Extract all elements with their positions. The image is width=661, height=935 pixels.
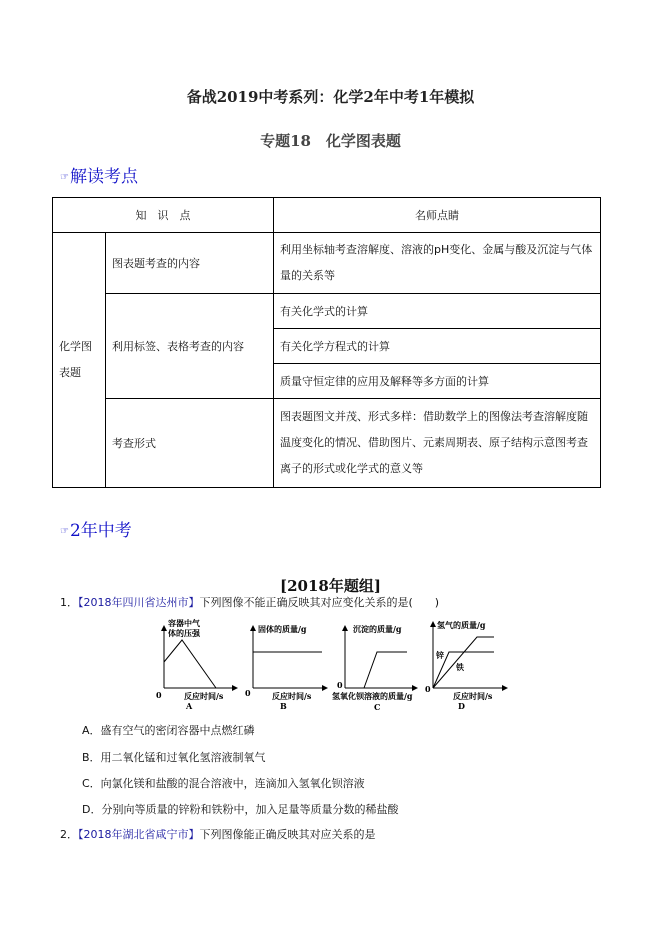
- option-a: A．盛有空气的密闭容器中点燃红磷: [82, 724, 255, 737]
- table-header-knowledge: 知 识 点: [53, 198, 274, 233]
- question-number: 1．: [60, 596, 78, 609]
- graph-d-origin: 0: [425, 684, 431, 694]
- graph-b-xlabel: 反应时间/s: [272, 691, 312, 701]
- table-point: 利用坐标轴考查溶解度、溶液的pH变化、金属与酸及沉淀与气体量的关系等: [274, 233, 601, 294]
- graph-b-ylabel: 固体的质量/g: [258, 624, 307, 634]
- hand-pointer-icon: ☞: [60, 172, 69, 183]
- graph-a-ylabel: 容器中气: [168, 618, 200, 628]
- table-topic: 考查形式: [106, 399, 274, 488]
- table-point: 有关化学方程式的计算: [274, 329, 601, 364]
- table-topic: 图表题考查的内容: [106, 233, 274, 294]
- section-heading-analysis: [60, 162, 138, 187]
- graph-c-origin: 0: [337, 680, 343, 690]
- question-text: 下列图像不能正确反映其对应变化关系的是( ): [199, 596, 440, 609]
- question-source: 【2018年湖北省咸宁市】: [78, 828, 200, 841]
- graph-a: [156, 618, 235, 711]
- graph-a-letter: A: [186, 701, 193, 711]
- table-topic: 利用标签、表格考查的内容: [106, 294, 274, 399]
- table-group-cell: 化学图表题: [53, 233, 106, 488]
- question-1: [60, 594, 439, 610]
- section-heading-exams: [60, 516, 132, 541]
- graph-a-ylabel: 体的压强: [168, 628, 200, 638]
- graph-a-xlabel: 反应时间/s: [184, 691, 224, 701]
- question-text: 下列图像能正确反映其对应关系的是: [199, 828, 376, 841]
- question-source: 【2018年四川省达州市】: [78, 596, 200, 609]
- graph-a-curve: [164, 640, 216, 688]
- graph-c-curve: [364, 652, 407, 688]
- question-number: 2．: [60, 828, 78, 841]
- graph-a-origin: 0: [156, 690, 162, 700]
- graph-c-xlabel: 氢氧化钡溶液的质量/g: [332, 691, 413, 701]
- option-b: B．用二氧化锰和过氧化氢溶液制氧气: [82, 751, 266, 764]
- section-title: 解读考点: [69, 167, 138, 187]
- question-1-graphs: [140, 612, 520, 712]
- graph-d-zinc-label: 锌: [436, 650, 444, 660]
- group-title: [2018年题组]: [280, 577, 381, 595]
- table-header-tips: 名师点睛: [274, 198, 601, 233]
- graph-b-origin: 0: [245, 688, 251, 698]
- graph-b: [245, 624, 325, 711]
- graph-d: [425, 620, 505, 711]
- graph-d-xlabel: 反应时间/s: [453, 691, 493, 701]
- table-point: 图表题图文并茂、形式多样：借助数学上的图像法考查溶解度随温度变化的情况、借助图片、元素周期表、原子结构示意图考查离子的形式或化学式的意义等: [274, 399, 601, 488]
- graph-d-letter: D: [458, 701, 465, 711]
- table-point: 质量守恒定律的应用及解释等多方面的计算: [274, 364, 601, 399]
- graph-d-iron-label: 铁: [456, 662, 464, 672]
- hand-pointer-icon: ☞: [60, 526, 69, 537]
- knowledge-table: [52, 197, 601, 488]
- graph-c-ylabel: 沉淀的质量/g: [353, 624, 402, 634]
- graph-b-letter: B: [280, 701, 287, 711]
- document-subtitle: 专题18 化学图表题: [260, 132, 401, 150]
- graph-c: [332, 624, 415, 712]
- section-title: 2年中考: [69, 521, 132, 541]
- document-title: 备战2019中考系列：化学2年中考1年模拟: [186, 88, 475, 106]
- option-d: D．分别向等质量的锌粉和铁粉中，加入足量等质量分数的稀盐酸: [82, 803, 399, 816]
- graph-d-ylabel: 氢气的质量/g: [437, 620, 486, 630]
- option-c: C．向氯化镁和盐酸的混合溶液中，连滴加入氢氧化钡溶液: [82, 777, 365, 790]
- graph-c-letter: C: [374, 702, 381, 712]
- table-point: 有关化学式的计算: [274, 294, 601, 329]
- question-2: [60, 826, 376, 842]
